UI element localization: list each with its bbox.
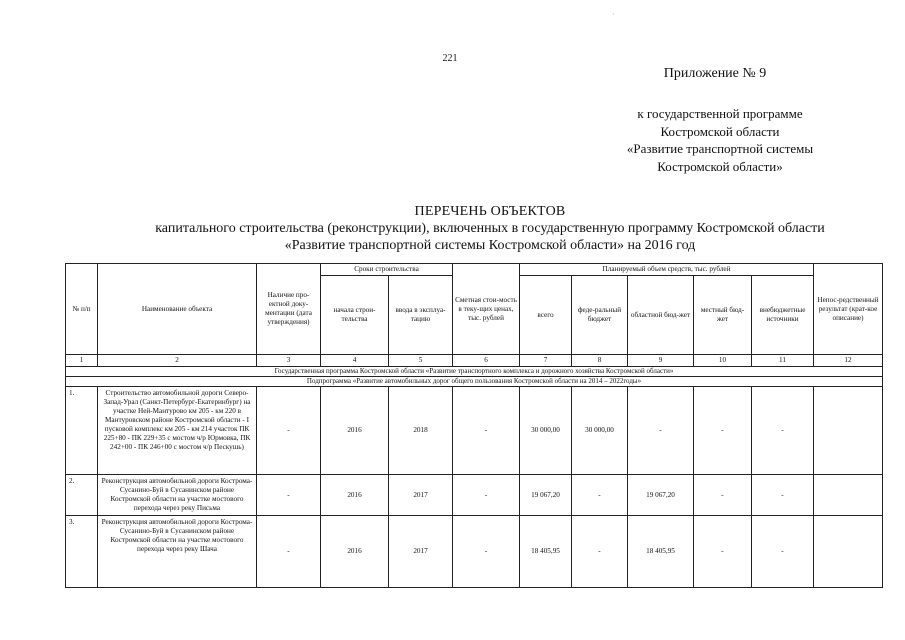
column-number: 7 [520, 355, 572, 367]
header-terms-group: Сроки строительства [321, 264, 453, 276]
appendix-title: Приложение № 9 [663, 66, 767, 81]
column-number: 10 [694, 355, 752, 367]
row-start: 2016 [321, 516, 389, 588]
row-total: 30 000,00 [520, 387, 572, 475]
page-number: 221 [442, 53, 458, 64]
row-total: 18 405,95 [520, 516, 572, 588]
row-start: 2016 [321, 475, 389, 516]
appendix-line: Костромской области» [657, 158, 783, 174]
row-regional: - [628, 387, 694, 475]
column-number: 2 [98, 355, 257, 367]
row-total: 19 067,20 [520, 475, 572, 516]
column-number: 1 [66, 355, 98, 367]
column-number: 8 [572, 355, 628, 367]
header-local: местный бюд-жет [694, 276, 752, 355]
header-num: № п/п [66, 264, 98, 355]
column-number: 9 [628, 355, 694, 367]
row-federal: - [572, 475, 628, 516]
table-row [66, 516, 883, 588]
title-line: ПЕРЕЧЕНЬ ОБЪЕКТОВ [414, 204, 566, 219]
header-result: Непос-редственный результат (крат-кое описание) [814, 264, 883, 355]
header-regional: областной бюд-жет [628, 276, 694, 355]
header-total: всего [520, 276, 572, 355]
column-number: 11 [752, 355, 814, 367]
row-num: 2. [66, 475, 98, 516]
program-row: Государственная программа Костромской области «Развитие транспортного комплекса и дорожного хозяйства Костромской области» [66, 367, 883, 377]
header-design-docs: Наличие про-ектной доку-ментации (дата утверждения) [257, 264, 321, 355]
header-offbudget: внебюджетные источники [752, 276, 814, 355]
row-num: 3. [66, 516, 98, 588]
appendix-subtitle [590, 105, 850, 175]
header-commission: ввода в эксплуа-тацию [389, 276, 453, 355]
column-number: 5 [389, 355, 453, 367]
table-row [66, 475, 883, 516]
document-title [80, 203, 900, 254]
header-funding-group: Планируемый объем средств, тыс. рублей [520, 264, 814, 276]
row-design-docs: - [257, 475, 321, 516]
column-number: 4 [321, 355, 389, 367]
row-commission: 2018 [389, 387, 453, 475]
scan-dot: · [612, 10, 615, 19]
subprogram-row: Подпрограмма «Развитие автомобильных дорог общего пользования Костромской области на 2014 – 2022годы» [66, 377, 883, 387]
column-number: 12 [814, 355, 883, 367]
row-result [814, 387, 883, 475]
row-result [814, 475, 883, 516]
objects-table [65, 263, 883, 588]
title-line: капитального строительства (реконструкции), включенных в государственную программу Костромской области [155, 221, 825, 236]
row-local: - [694, 387, 752, 475]
row-offbudget: - [752, 475, 814, 516]
row-result [814, 516, 883, 588]
row-federal: 30 000,00 [572, 387, 628, 475]
appendix-line: «Развитие транспортной системы [626, 141, 814, 156]
row-commission: 2017 [389, 516, 453, 588]
title-line: «Развитие транспортной системы Костромской области» на 2016 год [284, 238, 696, 253]
row-start: 2016 [321, 387, 389, 475]
row-name: Реконструкция автомобильной дороги Кострома-Сусанино-Буй в Сусанинском районе Костромской области на участке мостового перехода через реку Шача [98, 516, 257, 588]
row-design-docs: - [257, 387, 321, 475]
row-num: 1. [66, 387, 98, 475]
row-name: Строительство автомобильной дороги Северо-Запад-Урал (Санкт-Петербург-Екатеринбург) на участке Ней-Мантурово км 205 - км 220 в Мантуровском районе Костромской области - I пусковой комплекс км 205 - км 214 участок ПК 225+80 - ПК 229+35 с мостом ч/р Юрмовка, ПК 242+00 - ПК 246+00 с мостом ч/р Пескушь) [98, 387, 257, 475]
column-number: 6 [453, 355, 520, 367]
row-regional: 18 405,95 [628, 516, 694, 588]
row-estimate: - [453, 387, 520, 475]
row-regional: 19 067,20 [628, 475, 694, 516]
column-number: 3 [257, 355, 321, 367]
row-commission: 2017 [389, 475, 453, 516]
row-estimate: - [453, 516, 520, 588]
header-name: Наименование объекта [98, 264, 257, 355]
appendix-line: Костромской области [660, 123, 780, 139]
row-name: Реконструкция автомобильной дороги Кострома-Сусанино-Буй в Сусанинском районе Костромской области на участке мостового перехода через реку Письма [98, 475, 257, 516]
table-row [66, 387, 883, 475]
appendix-line: к государственной программе [637, 106, 803, 121]
header-start: начала строи-тельства [321, 276, 389, 355]
row-local: - [694, 475, 752, 516]
row-federal: - [572, 516, 628, 588]
header-federal: феде-ральный бюджет [572, 276, 628, 355]
row-design-docs: - [257, 516, 321, 588]
row-offbudget: - [752, 387, 814, 475]
row-estimate: - [453, 475, 520, 516]
row-local: - [694, 516, 752, 588]
header-estimate: Сметная стои-мость в теку-щих ценах, тыс. рублей [453, 264, 520, 355]
row-offbudget: - [752, 516, 814, 588]
